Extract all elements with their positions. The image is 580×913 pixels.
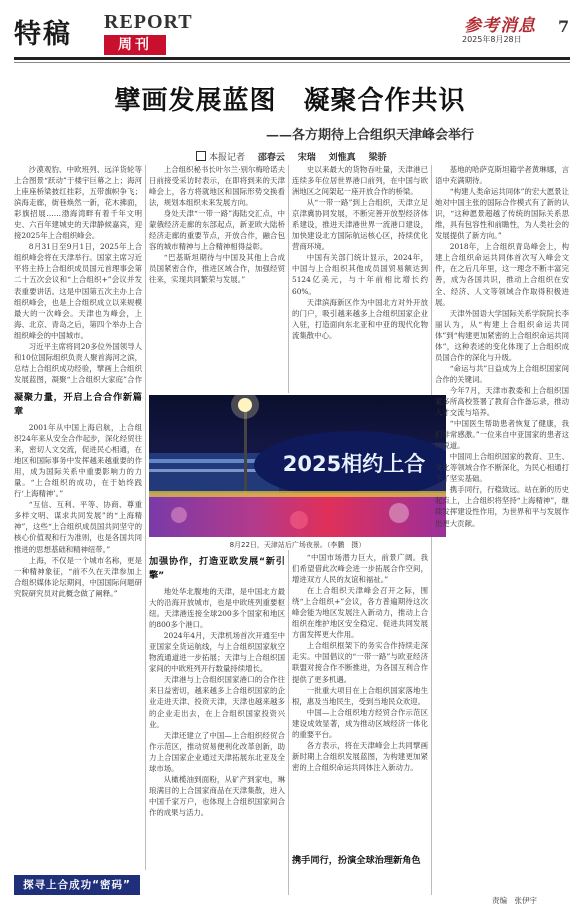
column-divider — [288, 550, 289, 895]
article-column-1a — [14, 164, 142, 386]
column-divider — [288, 165, 289, 393]
paragraph: “互信、互利、平等、协商、尊重多样文明、谋求共同发展”的“上海精神”，这些“上合组织成员国共同坚守的核心价值观和行为准则，也是各国共同推进的思想基础和精神纽带。” — [14, 500, 142, 554]
author-name: 刘惟真 — [328, 153, 356, 163]
author-name: 宋瑞 — [297, 153, 316, 163]
byline-names — [248, 153, 387, 163]
paragraph: 沙漠观豹、中欧班列、远洋货轮等上合图景“跃动”于楼宇巨幕之上；海河上座座桥梁披红挂彩，五带旗帜争飞；滨海走廊，街巷焕然一新，花木拂面，彩旗招展……渤海湾畔有着千年文明史、六百年建城史的天津静候嘉宾，迎接2025年上合组织峰会。 — [14, 165, 142, 241]
paragraph: 一批重大项目在上合组织国家落地生根，惠及当地民生，受到当地民众欢迎。 — [292, 685, 428, 706]
paragraph: 天津外国语大学国际关系学院院长李丽认为，从“构建上合组织命运共同体”到“构建更加紧密的上合组织命运共同体”，这种表述的变化体现了上合组织成员国合作的深化与升级。 — [435, 308, 569, 362]
article-column-2b — [149, 552, 285, 897]
paragraph: 上合组织秘书长叶尔兰·别尔梅哈诺夫日前接受采访时表示，在即将到来的天津峰会上，各方将就地区和国际形势交换看法，规划本组织未来发展方向。 — [149, 165, 285, 208]
paragraph: 携手同行，行稳致远。站在新的历史起点上，上合组织将坚持“上海精神”，继续发挥建设性作用，为世界和平与发展作出更大贡献。 — [435, 485, 569, 528]
article-column-2a — [149, 164, 285, 392]
section-title: 特稿 — [14, 19, 72, 50]
article-column-1b — [14, 388, 142, 870]
column-divider — [145, 165, 146, 870]
paragraph: 中国同上合组织国家的教育、卫生、文化等领域合作不断深化，为民心相通打下了坚实基础。 — [435, 452, 569, 484]
byline-label: 本报记者 — [209, 153, 246, 163]
photo-caption: 8月22日，天津站后广场夜景。（李鹏 摄） — [229, 541, 366, 549]
header-rule-thin — [14, 62, 570, 63]
byline — [196, 150, 456, 163]
paragraph: 天津滨海新区作为中国北方对外开放的门户，吸引越来越多上合组织国家企业入驻，打造面向东北亚和中亚的现代化物流集散中心。 — [292, 297, 428, 340]
paragraph: 2024年4月，天津机场首次开通至中亚国家全货运航线，与上合组织国家航空物流通道进一步拓展；天津与上合组织国家间的中欧班列开行数量持续增长。 — [149, 631, 285, 674]
paragraph: 中国—上合组织地方经贸合作示范区建设成效显著，成为推动区域经济一体化的重要平台。 — [292, 707, 428, 739]
paragraph: 中国有关部门统计显示，2024年，中国与上合组织其他成员国贸易额达到5124亿美元，与十年前相比增长约60%。 — [292, 253, 428, 296]
paragraph: 在上合组织天津峰会召开之际，围绕“上合组织+”会议，各方普遍期待这次峰会能为地区发展注入新动力，推动上合组织在维护地区安全稳定、促进共同发展方面发挥更大作用。 — [292, 586, 428, 640]
section-heading: 加强协作，打造亚欧发展“新引擎” — [149, 556, 285, 581]
paragraph: 从橄榄油到面粉，从矿产到家电，琳琅满目的上合国家商品在天津集散，进入中国千家万户，也体现上合组织国家间合作的成果与活力。 — [149, 774, 285, 817]
issue-date: 2025年8月28日 — [462, 35, 522, 44]
author-name: 邵春云 — [257, 153, 285, 163]
paragraph: 2018年，上合组织青岛峰会上，构建上合组织命运共同体首次写入峰会文件，在之后几年里，这一理念不断丰富完善，成为各国共识，推动上合组织在安全、经济、人文等领域合作取得积极进展。 — [435, 242, 569, 307]
paragraph: 天津还建立了中国—上合组织经贸合作示范区，推动贸易便利化改革创新，助力上合国家企业通过天津拓展东北亚及全球市场。 — [149, 730, 285, 773]
paragraph: “中国市场潜力巨大，前景广阔。我们希望借此次峰会进一步拓展合作空间，增进双方人民的友谊和福祉。” — [292, 553, 428, 585]
report-label: REPORT — [104, 11, 193, 33]
paragraph: 习近平主席将同20多位外国领导人和10位国际组织负责人聚首海河之滨，总结上合组织成功经验，擘画上合组织发展蓝图，凝聚“上合组织大家庭”合作 — [14, 341, 142, 384]
header-rule — [14, 57, 570, 60]
paragraph: 基地的哈萨克斯坦籍学者黄琳娜，言语中充满期待。 — [435, 165, 569, 186]
subheadline: ——各方期待上合组织天津峰会举行 — [265, 128, 474, 143]
bottom-section-tag: 探寻上合成功“密码” — [14, 875, 140, 895]
paragraph: 从“一带一路”到上合组织，天津立足京津冀协同发展，不断完善开放型经济体系建设，推进天津港世界一流港口建设，加快建设北方国际航运核心区，持续优化营商环境。 — [292, 198, 428, 252]
article-column-4 — [435, 164, 569, 889]
paragraph: 8月31日至9月1日，2025年上合组织峰会将在天津举行。国家主席习近平将主持上合组织成员国元首理事会第二十五次会议和“上合组织+”会议并发表重要讲话。这是中国第五次主办上合组织峰会，也是上合组织成立以来规模最大的一次峰会。天津也为峰会，上海、北京、青岛之后，第四个举办上合组织峰会的中国城市。 — [14, 242, 142, 340]
photo-banner-text: 2025相约上合 — [282, 452, 426, 476]
paragraph: 今年7月，天津市教委和上合组织国家多所高校签署了教育合作备忘录，推动人才交流与培养。 — [435, 385, 569, 418]
paragraph: 2001年从中国上海启航，上合组织24年来从安全合作起步，深化经贸往来，密切人文交流，促进民心相通，在地区和国际事务中发挥越来越重要的作用，成为国际关系中重要影响力的力量。“上合组织的成功，在于始终践行‘上海精神’。” — [14, 423, 142, 499]
paragraph: 天津港与上合组织国家港口的合作往来日益密切，越来越多上合组织国家的企业走进天津、投资天津，天津也越来越多的企业走出去，在上合组织国家投资兴业。 — [149, 675, 285, 729]
article-column-3a — [292, 164, 428, 392]
page-number: 7 — [558, 17, 570, 36]
night-photo — [149, 395, 446, 537]
paragraph: “命运与共”日益成为上合组织国家间合作的关键词。 — [435, 363, 569, 384]
paragraph: “中国医生帮助患者恢复了健康，我们非常感激。”一位来自中亚国家的患者这样说道。 — [435, 419, 569, 451]
paragraph: 上合组织框架下的务实合作持续走深走实。中国倡议的“一带一路”与欧亚经济联盟对接合作不断推进，为各国互利合作提供了更多机遇。 — [292, 641, 428, 684]
author-name: 梁骄 — [368, 153, 387, 163]
paragraph: 上海，不仅是一个城市名称，更是一种精神象征，“前不久在天津参加上合组织媒体论坛期间，中国国际问题研究院研究员对此概念做了阐释。” — [14, 555, 142, 598]
section-heading: 携手同行，扮演全球治理新角色 — [292, 855, 421, 866]
paragraph: 身处天津“一带一路”海陆交汇点，中蒙俄经济走廊的东部起点，新亚欧大陆桥经济走廊的重要节点，开放合作，融合包容的城市精神与上合精神相得益彰。 — [149, 209, 285, 252]
headline: 擘画发展蓝图 凝聚合作共识 — [114, 86, 466, 116]
byline-box-icon — [196, 151, 206, 161]
section-heading: 凝聚力量，开启上合合作新篇章 — [14, 392, 142, 417]
paragraph: 各方表示，将在天津峰会上共同擘画新时期上合组织发展蓝图，为构建更加紧密的上合组织命运共同体注入新动力。 — [292, 740, 428, 772]
paragraph: “巴基斯坦期待与中国及其他上合成员国紧密合作，推进区域合作，加强经贸往来，实现共同繁荣与发展。” — [149, 253, 285, 285]
article-column-3b — [292, 552, 428, 847]
paragraph: “构建人类命运共同体”的宏大愿景让她对中国主张的国际合作模式有了新的认识，“这种愿景超越了传统的国际关系思维，具有包容性和前瞻性，为人类社会的发展提供了新方向。” — [435, 187, 569, 241]
weekly-badge: 周刊 — [104, 35, 166, 55]
editor-credit: 责编 张伊宇 — [492, 896, 537, 905]
newspaper-logo: 参考消息 — [464, 16, 536, 36]
paragraph: 地处华北腹地的天津，是中国北方最大的沿海开放城市，也是中欧班列重要枢纽。天津港连接全球200多个国家和地区的800多个港口。 — [149, 587, 285, 630]
paragraph: 史以来最大的货物吞吐量，天津港已连续多年位居世界港口前列，在中国与欧洲地区之间架起一座开放合作的桥梁。 — [292, 165, 428, 197]
